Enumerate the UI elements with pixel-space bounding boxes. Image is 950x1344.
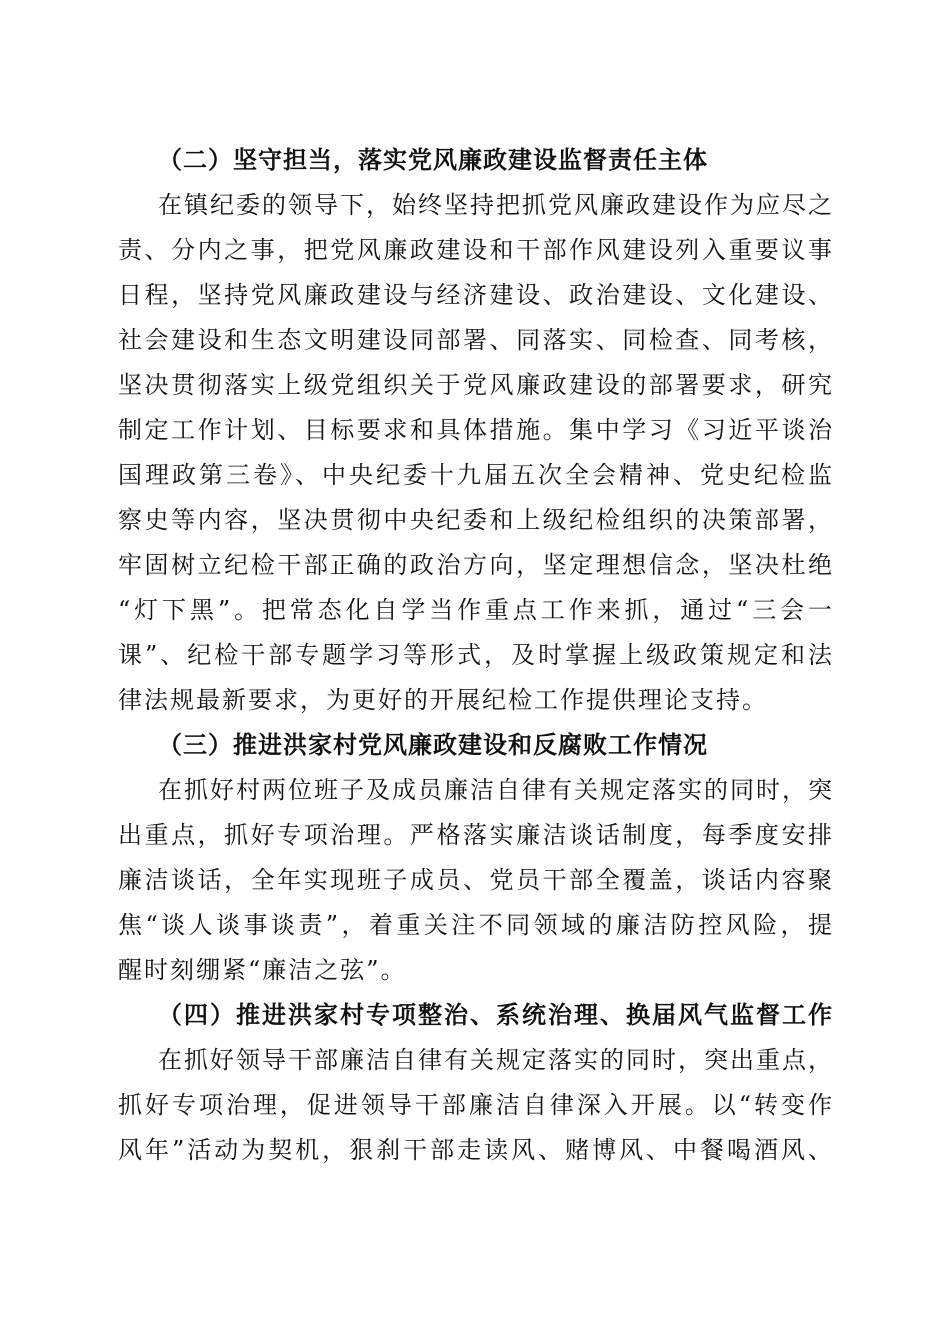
paragraph-line: 焦“谈人谈事谈责”，着重关注不同领域的廉洁防控风险，提: [118, 911, 832, 939]
paragraph-line: 在抓好村两位班子及成员廉洁自律有关规定落实的同时，突: [158, 776, 832, 804]
paragraph-line: 坚决贯彻落实上级党组织关于党风廉政建设的部署要求，研究: [118, 371, 832, 399]
paragraph-line: 察史等内容，坚决贯彻中央纪委和上级纪检组织的决策部署，: [118, 506, 832, 534]
paragraph-line: 牢固树立纪检干部正确的政治方向，坚定理想信念，坚决杜绝: [118, 551, 832, 579]
paragraph-line: 日程，坚持党风廉政建设与经济建设、政治建设、文化建设、: [118, 281, 832, 309]
paragraph-line: 在抓好领导干部廉洁自律有关规定落实的同时，突出重点，: [158, 1046, 832, 1074]
paragraph-line: 国理政第三卷》、中央纪委十九届五次全会精神、党史纪检监: [118, 461, 832, 489]
paragraph-line: 责、分内之事，把党风廉政建设和干部作风建设列入重要议事: [118, 236, 832, 264]
paragraph-line: “灯下黑”。把常态化自学当作重点工作来抓，通过“三会一: [118, 596, 832, 624]
paragraph-line: 出重点，抓好专项治理。严格落实廉洁谈话制度，每季度安排: [118, 821, 832, 849]
paragraph-line: 抓好专项治理，促进领导干部廉洁自律深入开展。以“转变作: [118, 1091, 832, 1119]
paragraph-line: 课”、纪检干部专题学习等形式，及时掌握上级政策规定和法: [118, 641, 832, 669]
paragraph-line: 制定工作计划、目标要求和具体措施。集中学习《习近平谈治: [118, 416, 832, 444]
paragraph-line: 廉洁谈话，全年实现班子成员、党员干部全覆盖，谈话内容聚: [118, 866, 832, 894]
section-heading-3: （三）推进洪家村党风廉政建设和反腐败工作情况: [158, 730, 708, 759]
paragraph-line: 醒时刻绷紧“廉洁之弦”。: [118, 956, 407, 984]
section-heading-4: （四）推进洪家村专项整治、系统治理、换届风气监督工作: [158, 1000, 832, 1029]
section-heading-2: （二）坚守担当，落实党风廉政建设监督责任主体: [158, 145, 708, 174]
paragraph-line: 律法规最新要求，为更好的开展纪检工作提供理论支持。: [118, 686, 768, 714]
paragraph-line: 社会建设和生态文明建设同部署、同落实、同检查、同考核，: [118, 326, 832, 354]
paragraph-line: 风年”活动为契机，狠刹干部走读风、赌博风、中餐喝酒风、: [118, 1136, 832, 1164]
paragraph-line: 在镇纪委的领导下，始终坚持把抓党风廉政建设作为应尽之: [158, 191, 832, 219]
